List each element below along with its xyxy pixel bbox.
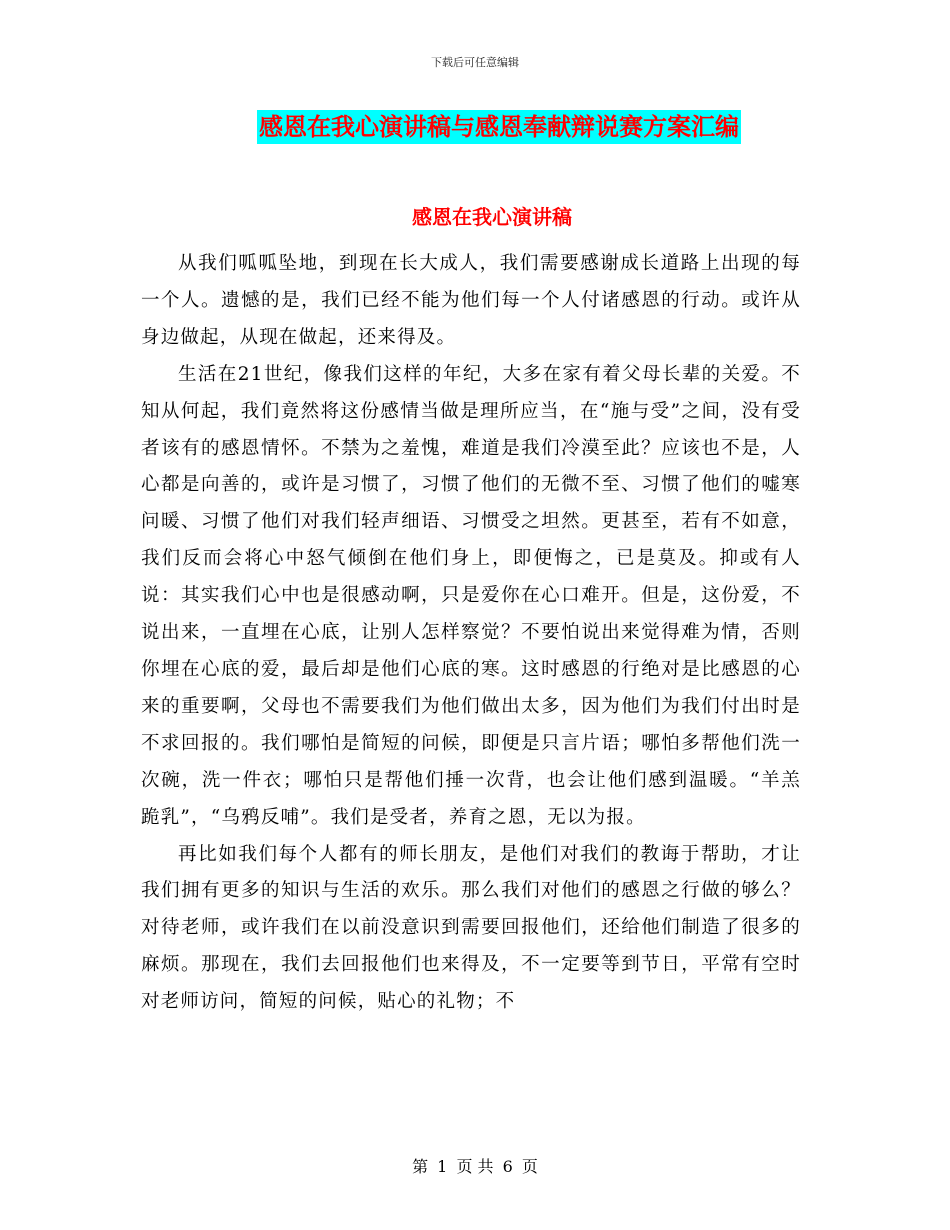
doc-title-container: [0, 110, 950, 144]
body-text: [141, 246, 801, 1021]
doc-title: 感恩在我心演讲稿与感恩奉献辩说赛方案汇编: [257, 110, 741, 144]
footer-total-pages: 6: [502, 1157, 513, 1176]
header-note: 下载后可任意编辑: [431, 56, 519, 69]
paragraph-1: 从我们呱呱坠地，到现在长大成人，我们需要感谢成长道路上出现的每一个人。遗憾的是，我们已经不能为他们每一个人付诸感恩的行动。或许从身边做起，从现在做起，还来得及。: [141, 253, 801, 348]
page-footer: [0, 1154, 950, 1177]
footer-page-number: 1: [437, 1157, 448, 1176]
footer-mid: 页 共: [456, 1157, 494, 1176]
paragraph-3: 再比如我们每个人都有的师长朋友，是他们对我们的教诲于帮助，才让我们拥有更多的知识与生活的欢乐。那么我们对他们的感恩之行做的够么？对待老师，或许我们在以前没意识到需要回报他们，还给他们制造了很多的麻烦。那现在，我们去回报他们也来得及，不一定要等到节日，平常有空时对老师访问，简短的问候，贴心的礼物；不: [141, 843, 801, 1013]
footer-suffix: 页: [521, 1157, 538, 1176]
footer-prefix: 第: [412, 1157, 429, 1176]
paragraph-2: 生活在21世纪，像我们这样的年纪，大多在家有着父母长辈的关爱。不知从何起，我们竟然将这份感情当做是理所应当，在“施与受”之间，没有受者该有的感恩情怀。不禁为之羞愧，难道是我们冷漠至此？应该也不是，人心都是向善的，或许是习惯了，习惯了他们的无微不至、习惯了他们的嘘寒问暖、习惯了他们对我们轻声细语、习惯受之坦然。更甚至，若有不如意，我们反而会将心中怒气倾倒在他们身上，即便悔之，已是莫及。抑或有人说：其实我们心中也是很感动啊，只是爱你在心口难开。但是，这份爱，不说出来，一直埋在心底，让别人怎样察觉？不要怕说出来觉得难为情，否则你埋在心底的爱，最后却是他们心底的寒。这时感恩的行绝对是比感恩的心来的重要啊，父母也不需要我们为他们做出太多，因为他们为我们付出时是不求回报的。我们哪怕是简短的问候，即便是只言片语；哪怕多帮他们洗一次碗，洗一件衣；哪怕只是帮他们捶一次背，也会让他们感到温暖。“羊羔跪乳”，“乌鸦反哺”。我们是受者，养育之恩，无以为报。: [141, 363, 801, 828]
section-title: 感恩在我心演讲稿: [412, 205, 572, 229]
